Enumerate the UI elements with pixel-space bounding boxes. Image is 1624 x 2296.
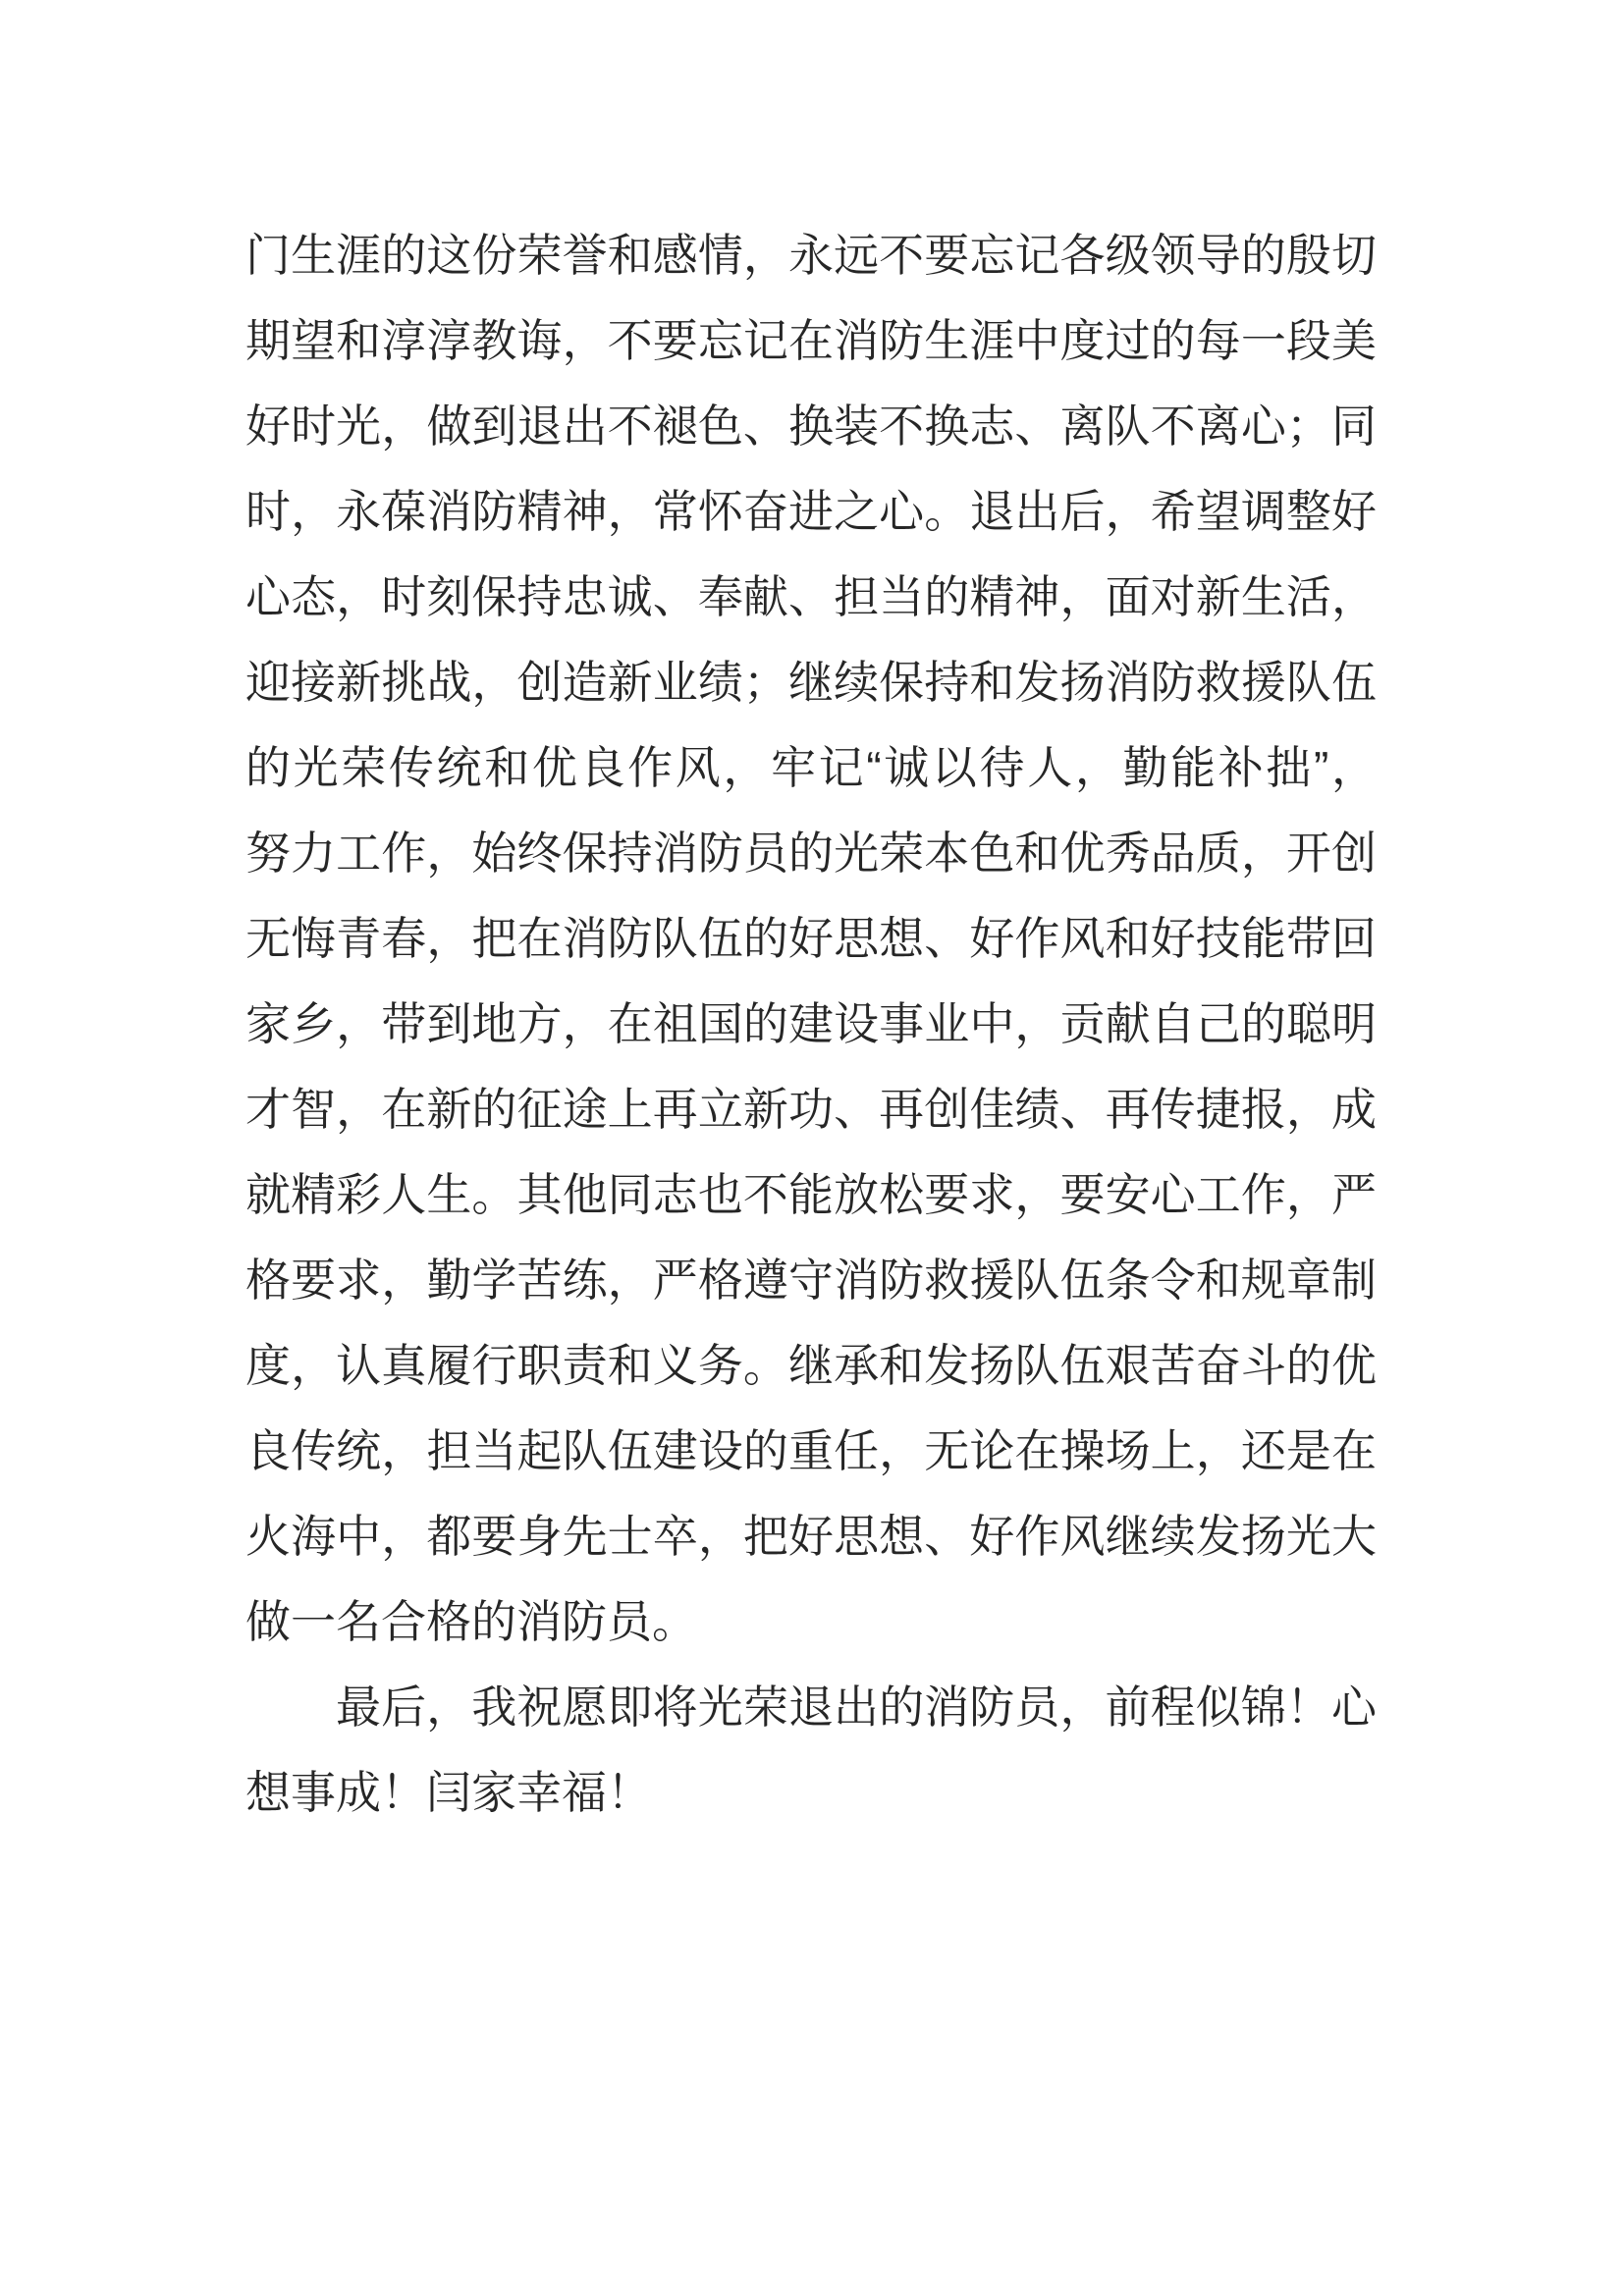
text-line: 心态，时刻保持忠诚、奉献、担当的精神，面对新生活，: [245, 571, 1377, 622]
text-line: 无悔青春，把在消防队伍的好思想、好作风和好技能带回: [245, 913, 1377, 964]
text-line: 格要求，勤学苦练，严格遵守消防救援队伍条令和规章制: [245, 1255, 1377, 1306]
text-line: 良传统，担当起队伍建设的重任，无论在操场上，还是在: [245, 1425, 1377, 1476]
text-body: [245, 213, 1377, 1836]
text-line: 就精彩人生。其他同志也不能放松要求，要安心工作，严: [245, 1169, 1377, 1220]
text-line: 度，认真履行职责和义务。继承和发扬队伍艰苦奋斗的优: [245, 1340, 1377, 1391]
text-line: 家乡，带到地方，在祖国的建设事业中，贡献自己的聪明: [245, 998, 1377, 1049]
text-line: 期望和淳淳教诲，不要忘记在消防生涯中度过的每一段美: [245, 315, 1377, 366]
text-line: 想事成！闫家幸福！: [245, 1767, 652, 1818]
text-line: 好时光，做到退出不褪色、换装不换志、离队不离心；同: [245, 400, 1377, 452]
text-line: 做一名合格的消防员。: [245, 1596, 697, 1647]
text-line: 火海中，都要身先士卒，把好思想、好作风继续发扬光大: [245, 1511, 1377, 1562]
text-line: 时，永葆消防精神，常怀奋进之心。退出后，希望调整好: [245, 486, 1377, 537]
text-line: 努力工作，始终保持消防员的光荣本色和优秀品质，开创: [245, 828, 1377, 879]
text-line: 迎接新挑战，创造新业绩；继续保持和发扬消防救援队伍: [245, 657, 1377, 708]
text-line: 最后，我祝愿即将光荣退出的消防员，前程似锦！心: [336, 1682, 1377, 1733]
text-line: 才智，在新的征途上再立新功、再创佳绩、再传捷报，成: [245, 1084, 1377, 1135]
text-line: 的光荣传统和优良作风，牢记“诚以待人，勤能补拙”，: [245, 742, 1377, 793]
text-line: 门生涯的这份荣誉和感情，永远不要忘记各级领导的殷切: [245, 230, 1377, 281]
